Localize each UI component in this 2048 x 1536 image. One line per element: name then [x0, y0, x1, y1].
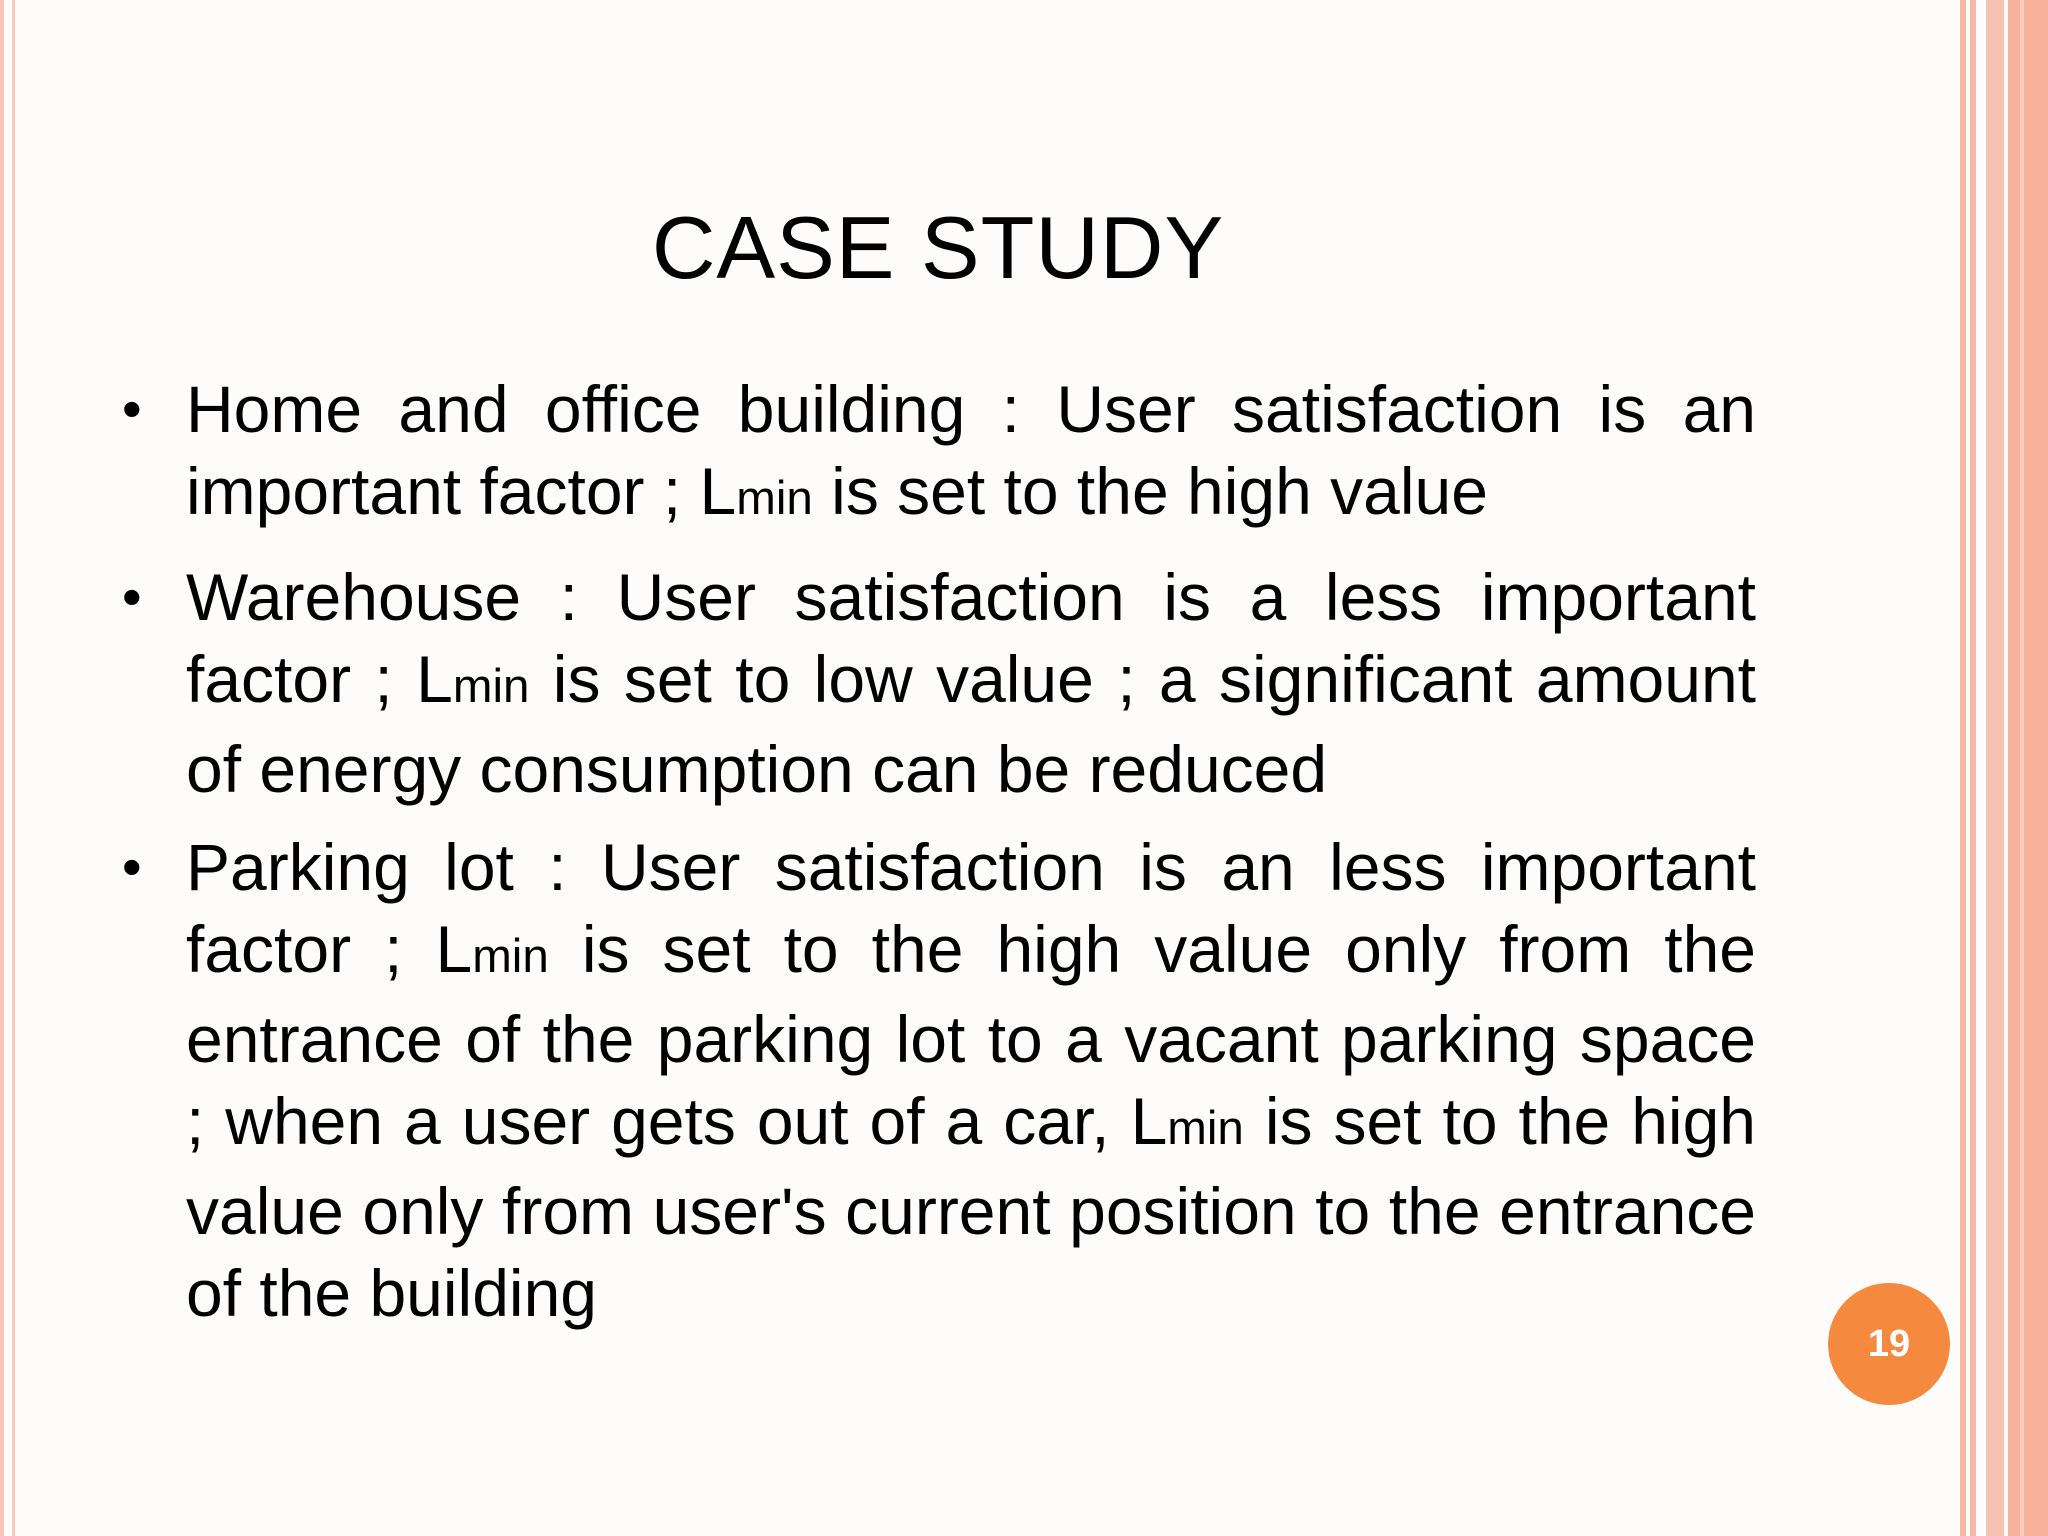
bullet-item: [120, 556, 1756, 810]
right-decorative-border: [1960, 0, 2048, 1536]
bullet-item: [120, 826, 1756, 1334]
lmin-subscript: min: [736, 472, 813, 525]
bullet-list: [120, 368, 1756, 1350]
bullet-item: [120, 368, 1756, 540]
bullet-icon: •: [122, 377, 142, 440]
bullet-text: is set to low value ; a significant amount of energy consumption can be reduced: [186, 642, 1756, 806]
bullet-icon: •: [122, 835, 142, 898]
lmin-subscript: min: [452, 660, 530, 713]
bullet-text: Parking lot : User satisfaction is an less important factor ;: [186, 830, 1756, 986]
page-number-badge: 19: [1828, 1283, 1950, 1405]
bullet-icon: •: [122, 565, 142, 628]
lmin-symbol: L: [699, 454, 737, 528]
lmin-symbol: L: [1130, 1084, 1168, 1158]
slide-title: CASE STUDY: [651, 198, 1225, 297]
bullet-text: is set to the high value: [812, 454, 1488, 528]
lmin-symbol: L: [416, 642, 453, 716]
lmin-symbol: L: [435, 912, 473, 986]
bullet-text: Home and office building : User satisfaction is an important factor ;: [186, 372, 1756, 528]
lmin-subscript: min: [1167, 1102, 1244, 1155]
bullet-text: is set to the high value only from user's current position to the entrance of the building: [186, 1084, 1757, 1330]
bullet-text: is set to the high value only from the entrance of the parking lot to a vacant parking space ; when a user gets out of a car,: [186, 912, 1757, 1158]
bullet-text: Warehouse : User satisfaction is a less important factor ;: [186, 560, 1756, 716]
lmin-subscript: min: [472, 930, 549, 983]
